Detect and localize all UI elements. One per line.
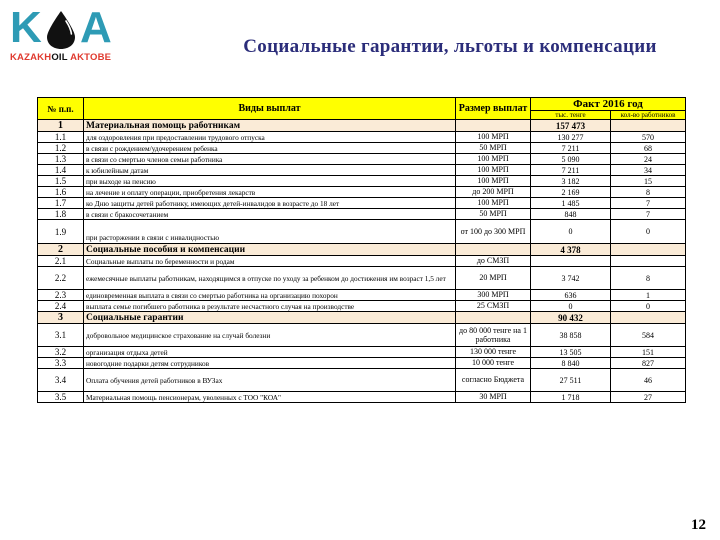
row-payment-size: 100 МРП bbox=[456, 154, 531, 165]
row-description: ко Дню защиты детей работнику, имеющих детей-инвалидов в возрасте до 18 лет bbox=[84, 198, 456, 209]
row-payment-size bbox=[456, 312, 531, 324]
row-description: к юбилейным датам bbox=[84, 165, 456, 176]
row-index: 2.3 bbox=[38, 290, 84, 301]
logo-tagline-suffix: AKTOBE bbox=[67, 52, 112, 63]
benefits-table-container bbox=[37, 97, 685, 403]
table-row bbox=[38, 256, 686, 267]
row-payment-size: до СМЗП bbox=[456, 256, 531, 267]
logo-letter-a: A bbox=[80, 3, 110, 52]
row-payment-size: согласно Бюджета bbox=[456, 369, 531, 392]
table-section-row bbox=[38, 120, 686, 132]
row-description: организация отдыха детей bbox=[84, 347, 456, 358]
table-row bbox=[38, 165, 686, 176]
row-payment-size: 10 000 тенге bbox=[456, 358, 531, 369]
row-fact-thousand: 0 bbox=[531, 301, 611, 312]
row-employee-count bbox=[611, 244, 686, 256]
header-row-top bbox=[38, 98, 686, 111]
row-index: 3.3 bbox=[38, 358, 84, 369]
row-index: 1.5 bbox=[38, 176, 84, 187]
row-fact-thousand: 90 432 bbox=[531, 312, 611, 324]
row-index: 3.4 bbox=[38, 369, 84, 392]
row-index: 3.5 bbox=[38, 392, 84, 403]
row-index: 1.3 bbox=[38, 154, 84, 165]
table-row bbox=[38, 187, 686, 198]
row-index: 1.6 bbox=[38, 187, 84, 198]
table-section-row bbox=[38, 244, 686, 256]
row-employee-count: 570 bbox=[611, 132, 686, 143]
row-fact-thousand: 4 378 bbox=[531, 244, 611, 256]
logo-mark bbox=[8, 3, 126, 52]
table-row bbox=[38, 143, 686, 154]
row-fact-thousand: 8 840 bbox=[531, 358, 611, 369]
table-row bbox=[38, 301, 686, 312]
table-row bbox=[38, 392, 686, 403]
row-description: в связи с рождением/удочерением ребенка bbox=[84, 143, 456, 154]
row-index: 1.8 bbox=[38, 209, 84, 220]
row-employee-count bbox=[611, 256, 686, 267]
row-description: в связи со смертью членов семьи работника bbox=[84, 154, 456, 165]
logo-letter-k: K bbox=[10, 3, 40, 52]
row-description: для оздоровления при предоставлении трудового отпуска bbox=[84, 132, 456, 143]
row-payment-size: 100 МРП bbox=[456, 132, 531, 143]
row-fact-thousand: 3 182 bbox=[531, 176, 611, 187]
row-fact-thousand: 27 511 bbox=[531, 369, 611, 392]
row-description: Социальные выплаты по беременности и родам bbox=[84, 256, 456, 267]
row-fact-thousand: 130 277 bbox=[531, 132, 611, 143]
row-fact-thousand: 7 211 bbox=[531, 143, 611, 154]
header-fact-thousand: тыс. тенге bbox=[531, 111, 611, 120]
row-employee-count: 27 bbox=[611, 392, 686, 403]
row-description: ежемесячные выплаты работникам, находящимся в отпуске по уходу за ребенком до достижения им возраст 1,5 лет bbox=[84, 267, 456, 290]
row-employee-count: 7 bbox=[611, 198, 686, 209]
row-fact-thousand: 3 742 bbox=[531, 267, 611, 290]
row-employee-count: 0 bbox=[611, 220, 686, 244]
table-row bbox=[38, 324, 686, 347]
row-payment-size: 50 МРП bbox=[456, 143, 531, 154]
row-employee-count: 8 bbox=[611, 187, 686, 198]
row-index: 1.1 bbox=[38, 132, 84, 143]
row-index: 1 bbox=[38, 120, 84, 132]
row-fact-thousand: 157 473 bbox=[531, 120, 611, 132]
header-number: № п.п. bbox=[38, 98, 84, 120]
row-index: 1.9 bbox=[38, 220, 84, 244]
row-payment-size: 100 МРП bbox=[456, 198, 531, 209]
row-employee-count: 151 bbox=[611, 347, 686, 358]
row-description: выплата семье погибшего работника в результате несчастного случая на производстве bbox=[84, 301, 456, 312]
row-description: Материальная помощь пенсионерам, уволенных с ТОО "КОА" bbox=[84, 392, 456, 403]
company-logo bbox=[8, 3, 126, 66]
row-description: на лечение и оплату операции, приобретения лекарств bbox=[84, 187, 456, 198]
row-employee-count bbox=[611, 120, 686, 132]
row-employee-count: 24 bbox=[611, 154, 686, 165]
row-payment-size: от 100 до 300 МРП bbox=[456, 220, 531, 244]
row-index: 1.4 bbox=[38, 165, 84, 176]
row-employee-count: 34 bbox=[611, 165, 686, 176]
row-description: Материальная помощь работникам bbox=[84, 120, 456, 132]
page-number: 12 bbox=[691, 517, 706, 533]
header-fact-group: Факт 2016 год bbox=[531, 98, 686, 111]
table-row bbox=[38, 358, 686, 369]
benefits-table bbox=[37, 97, 686, 403]
row-index: 2.1 bbox=[38, 256, 84, 267]
row-employee-count bbox=[611, 312, 686, 324]
oil-drop-icon bbox=[44, 10, 78, 50]
row-employee-count: 68 bbox=[611, 143, 686, 154]
row-description: Социальные гарантии bbox=[84, 312, 456, 324]
row-payment-size: 100 МРП bbox=[456, 176, 531, 187]
row-payment-size: 100 МРП bbox=[456, 165, 531, 176]
row-payment-size: до 80 000 тенге на 1 работника bbox=[456, 324, 531, 347]
page-title: Социальные гарантии, льготы и компенсации bbox=[243, 36, 657, 57]
header-kind: Виды выплат bbox=[84, 98, 456, 120]
table-row bbox=[38, 198, 686, 209]
row-description: Социальные пособия и компенсации bbox=[84, 244, 456, 256]
row-description: единовременная выплата в связи со смертью работника на организацию похорон bbox=[84, 290, 456, 301]
row-description: при выходе на пенсию bbox=[84, 176, 456, 187]
row-description: при расторжении в связи с инвалидностью bbox=[84, 220, 456, 244]
row-index: 2.2 bbox=[38, 267, 84, 290]
row-payment-size bbox=[456, 120, 531, 132]
table-row bbox=[38, 176, 686, 187]
row-index: 1.2 bbox=[38, 143, 84, 154]
row-employee-count: 0 bbox=[611, 301, 686, 312]
row-index: 2.4 bbox=[38, 301, 84, 312]
logo-tagline bbox=[10, 52, 126, 63]
table-row bbox=[38, 209, 686, 220]
row-fact-thousand: 5 090 bbox=[531, 154, 611, 165]
row-fact-thousand: 2 169 bbox=[531, 187, 611, 198]
row-description: в связи с бракосочетанием bbox=[84, 209, 456, 220]
row-payment-size: 50 МРП bbox=[456, 209, 531, 220]
row-employee-count: 584 bbox=[611, 324, 686, 347]
row-fact-thousand: 0 bbox=[531, 220, 611, 244]
header-size: Размер выплат bbox=[456, 98, 531, 120]
row-fact-thousand: 1 718 bbox=[531, 392, 611, 403]
table-row bbox=[38, 154, 686, 165]
table-row bbox=[38, 132, 686, 143]
row-payment-size: до 200 МРП bbox=[456, 187, 531, 198]
table-header bbox=[38, 98, 686, 120]
row-fact-thousand bbox=[531, 256, 611, 267]
row-employee-count: 1 bbox=[611, 290, 686, 301]
row-employee-count: 7 bbox=[611, 209, 686, 220]
row-payment-size: 25 СМЗП bbox=[456, 301, 531, 312]
row-employee-count: 46 bbox=[611, 369, 686, 392]
row-description: добровольное медицинское страхование на случай болезни bbox=[84, 324, 456, 347]
table-section-row bbox=[38, 312, 686, 324]
table-body bbox=[38, 120, 686, 403]
row-fact-thousand: 7 211 bbox=[531, 165, 611, 176]
row-payment-size: 20 МРП bbox=[456, 267, 531, 290]
row-index: 3 bbox=[38, 312, 84, 324]
logo-tagline-prefix: KAZAKH bbox=[10, 52, 52, 63]
table-row bbox=[38, 220, 686, 244]
table-row bbox=[38, 369, 686, 392]
row-payment-size: 30 МРП bbox=[456, 392, 531, 403]
row-payment-size: 130 000 тенге bbox=[456, 347, 531, 358]
table-row bbox=[38, 347, 686, 358]
logo-tagline-oil: OIL bbox=[51, 52, 68, 63]
row-description: Оплата обучения детей работников в ВУЗах bbox=[84, 369, 456, 392]
row-index: 2 bbox=[38, 244, 84, 256]
row-index: 3.1 bbox=[38, 324, 84, 347]
row-employee-count: 8 bbox=[611, 267, 686, 290]
table-row bbox=[38, 290, 686, 301]
header-fact-count: кол-во работников bbox=[611, 111, 686, 120]
row-employee-count: 827 bbox=[611, 358, 686, 369]
row-payment-size bbox=[456, 244, 531, 256]
row-fact-thousand: 848 bbox=[531, 209, 611, 220]
row-fact-thousand: 636 bbox=[531, 290, 611, 301]
row-index: 3.2 bbox=[38, 347, 84, 358]
table-row bbox=[38, 267, 686, 290]
row-description: новогодние подарки детям сотрудников bbox=[84, 358, 456, 369]
row-index: 1.7 bbox=[38, 198, 84, 209]
row-fact-thousand: 13 505 bbox=[531, 347, 611, 358]
row-payment-size: 300 МРП bbox=[456, 290, 531, 301]
row-employee-count: 15 bbox=[611, 176, 686, 187]
row-fact-thousand: 38 858 bbox=[531, 324, 611, 347]
row-fact-thousand: 1 485 bbox=[531, 198, 611, 209]
